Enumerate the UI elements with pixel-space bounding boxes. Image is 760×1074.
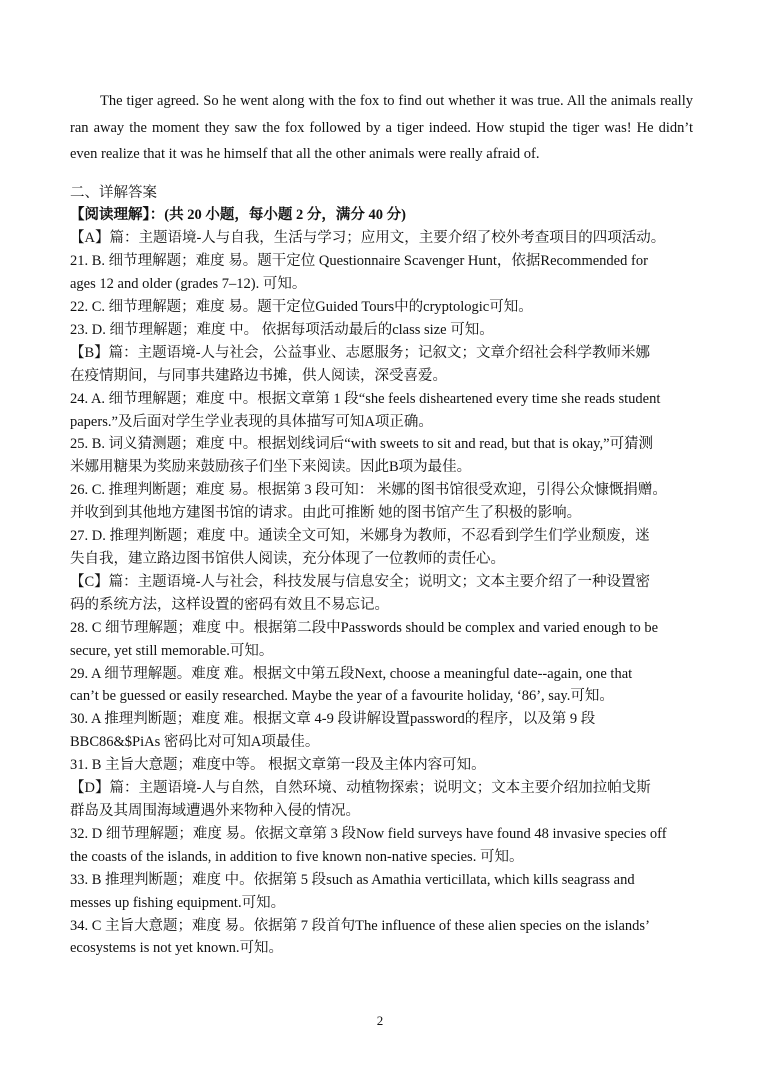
page-content <box>70 88 693 960</box>
answer-lines <box>70 227 693 960</box>
answer-line: 22. C. 细节理解题；难度 易。题干定位Guided Tours中的cryptologic可知。 <box>70 299 533 316</box>
answer-line: 24. A. 细节理解题；难度 中。根据文章第 1 段“she feels disheartened every time she reads student <box>70 390 661 407</box>
answer-line: 21. B. 细节理解题；难度 易。题干定位 Questionnaire Scavenger Hunt，依据Recommended for <box>70 253 648 270</box>
answer-line: 32. D 细节理解题；难度 易。依据文章第 3 段Now field surveys have found 48 invasive species off <box>70 825 667 842</box>
answer-line: 米娜用糖果为奖励来鼓励孩子们坐下来阅读。因此B项为最佳。 <box>70 459 472 476</box>
story-paragraph: The tiger agreed. So he went along with the fox to find out whether it was true. All the animals really ran away the moment they saw the fox followed by a tiger indeed. How stupid the tiger was! He didn’t even realize that it was he himself that all the other animals were really afraid of. <box>70 93 693 162</box>
answer-line: 【A】篇：主题语境-人与自我，生活与学习；应用文，主要介绍了校外考查项目的四项活动。 <box>70 230 666 247</box>
answer-line: 【C】篇：主题语境-人与社会，科技发展与信息安全；说明文；文本主要介绍了一种设置密 <box>70 573 650 590</box>
section-gap <box>70 168 693 182</box>
page-number: 2 <box>376 1013 384 1028</box>
answer-line: 31. B 主旨大意题；难度中等。 根据文章第一段及主体内容可知。 <box>70 757 486 774</box>
answer-line: can’t be guessed or easily researched. Maybe the year of a favourite holiday, ‘86’, say.可知。 <box>70 688 614 705</box>
answer-line: 在疫情期间，与同事共建路边书摊，供人阅读，深受喜爱。 <box>70 367 447 384</box>
reading-heading: 【阅读理解】：(共 20 小题，每小题 2 分，满分 40 分) <box>70 207 406 224</box>
answer-line: papers.”及后面对学生学业表现的具体描写可知A项正确。 <box>70 413 433 430</box>
answer-line: 27. D. 推理判断题；难度 中。通读全文可知，米娜身为教师，不忍看到学生们学业颓废，迷 <box>70 528 650 545</box>
answer-line: 34. C 主旨大意题；难度 易。依据第 7 段首句The influence of these alien species on the islands’ <box>70 917 650 934</box>
answer-line: 29. A 细节理解题。难度 难。根据文中第五段Next, choose a meaningful date--again, one that <box>70 665 633 682</box>
answer-line: messes up fishing equipment.可知。 <box>70 894 286 911</box>
answer-line: 【D】篇：主题语境-人与自然，自然环境、动植物探索；说明文；文本主要介绍加拉帕戈斯 <box>70 780 651 797</box>
answer-line: ecosystems is not yet known.可知。 <box>70 940 284 957</box>
answer-line: 25. B. 词义猜测题；难度 中。根据划线词后“with sweets to sit and read, but that is okay,”可猜测 <box>70 436 654 453</box>
answer-line: 并收到到其他地方建图书馆的请求。由此可推断 她的图书馆产生了积极的影响。 <box>70 505 582 522</box>
answer-line: BBC86&$PiAs 密码比对可知A项最佳。 <box>70 734 320 751</box>
answer-line: 26. C. 推理判断题；难度 易。根据第 3 段可知： 米娜的图书馆很受欢迎，引得公众慷慨捐赠。 <box>70 482 667 499</box>
answer-line: ages 12 and older (grades 7–12). 可知。 <box>70 276 307 293</box>
answer-line: 码的系统方法，这样设置的密码有效且不易忘记。 <box>70 596 389 613</box>
answer-line: 30. A 推理判断题；难度 难。根据文章 4-9 段讲解设置password的程序，以及第 9 段 <box>70 711 596 728</box>
answer-line: 失自我，建立路边图书馆供人阅读，充分体现了一位教师的责任心。 <box>70 551 505 567</box>
answer-line: 33. B 推理判断题；难度 中。依据第 5 段such as Amathia verticillata, which kills seagrass and <box>70 871 635 888</box>
answer-line: secure, yet still memorable.可知。 <box>70 642 274 659</box>
answer-line: 23. D. 细节理解题；难度 中。 依据每项活动最后的class size 可知。 <box>70 321 494 338</box>
answer-line: 28. C 细节理解题；难度 中。根据第二段中Passwords should be complex and varied enough to be <box>70 619 658 636</box>
answer-line: the coasts of the islands, in addition to five known non-native species. 可知。 <box>70 848 524 865</box>
section-title: 二、详解答案 <box>70 184 157 201</box>
answer-line: 群岛及其周围海域遭遇外来物种入侵的情况。 <box>70 802 360 819</box>
answer-line: 【B】篇：主题语境-人与社会，公益事业、志愿服务；记叙文；文章介绍社会科学教师米娜 <box>70 344 650 361</box>
